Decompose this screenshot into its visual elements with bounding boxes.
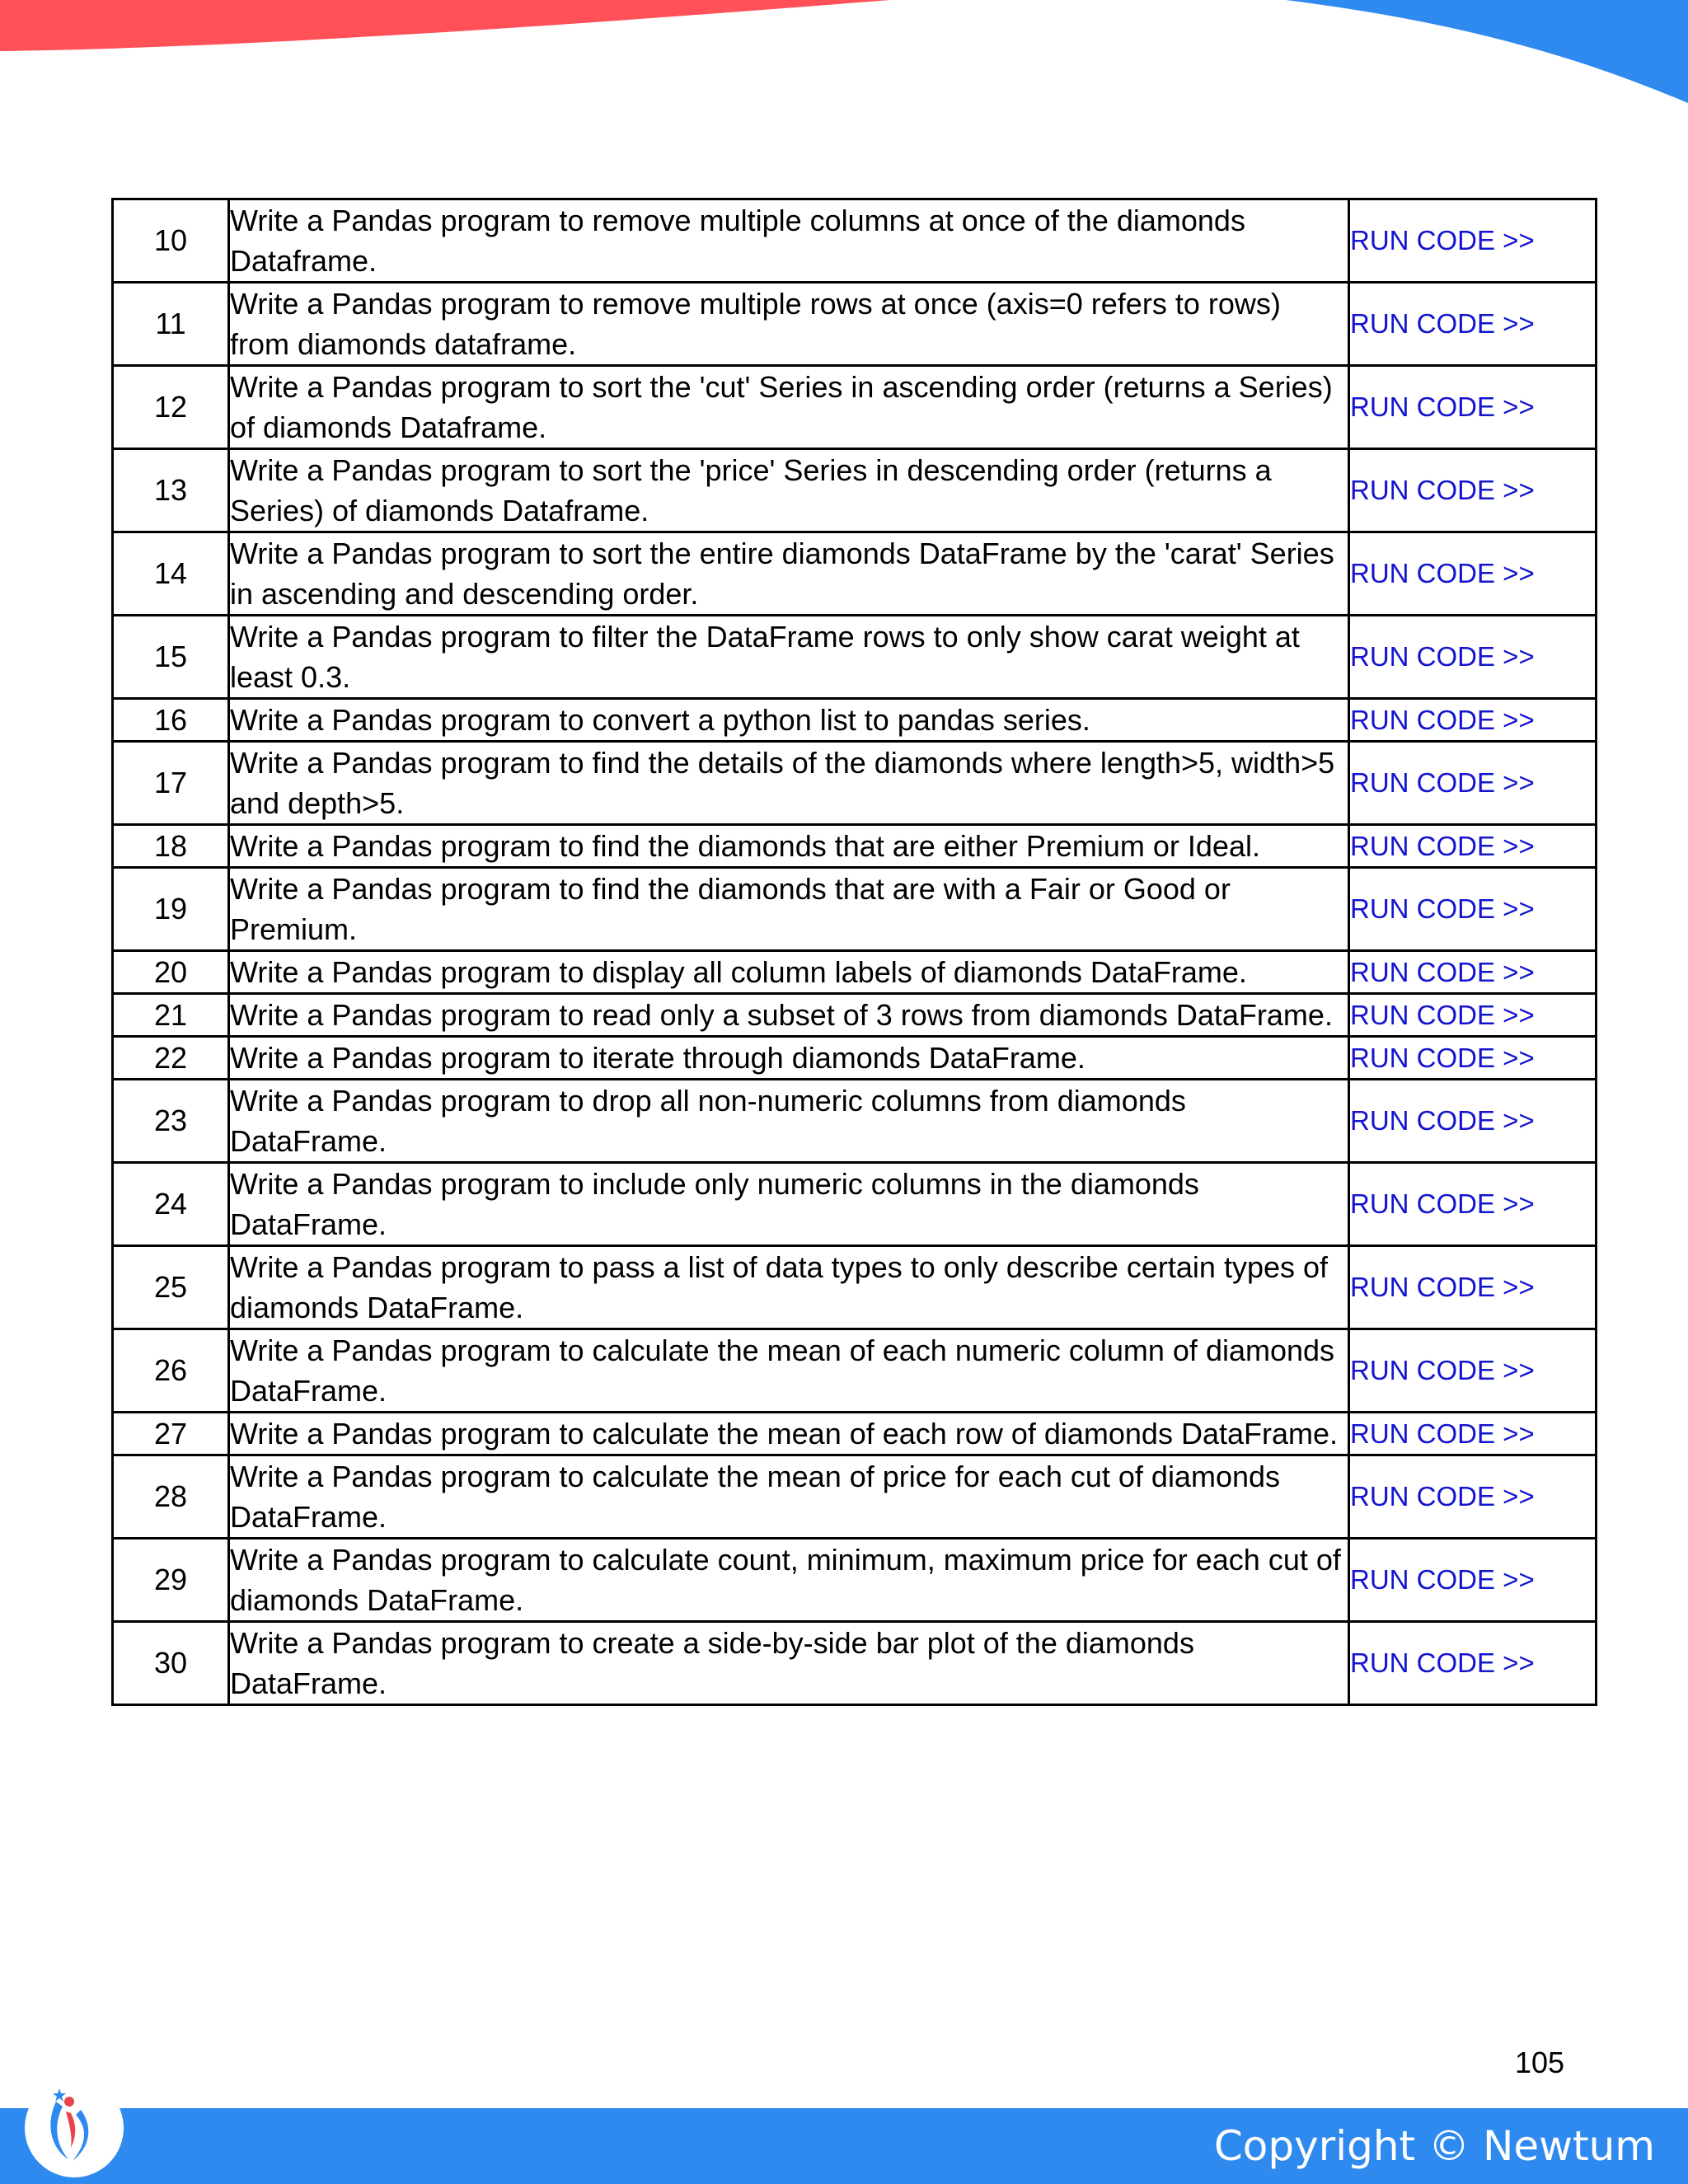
run-code-cell [1349,868,1597,951]
run-code-link[interactable]: RUN CODE >> [1350,1481,1535,1511]
row-number: 10 [113,199,229,283]
newtum-logo-icon [23,2077,126,2180]
table-row [113,951,1597,994]
exercise-description: Write a Pandas program to sort the 'price' Series in descending order (returns a Series) of diamonds Dataframe. [229,449,1349,532]
row-number: 19 [113,868,229,951]
run-code-cell [1349,283,1597,366]
row-number: 22 [113,1037,229,1080]
run-code-link[interactable]: RUN CODE >> [1350,1418,1535,1449]
exercise-description: Write a Pandas program to create a side-by-side bar plot of the diamonds DataFrame. [229,1622,1349,1705]
run-code-link[interactable]: RUN CODE >> [1350,1042,1535,1073]
exercise-description: Write a Pandas program to filter the DataFrame rows to only show carat weight at least 0.3. [229,616,1349,699]
table-row [113,994,1597,1037]
row-number: 12 [113,366,229,449]
run-code-cell [1349,1037,1597,1080]
run-code-link[interactable]: RUN CODE >> [1350,1564,1535,1595]
row-number: 11 [113,283,229,366]
table-row [113,449,1597,532]
table-row [113,825,1597,868]
run-code-cell [1349,1539,1597,1622]
run-code-cell [1349,366,1597,449]
row-number: 24 [113,1163,229,1246]
row-number: 14 [113,532,229,616]
table-row [113,1455,1597,1539]
header-wave-decoration [0,0,1688,115]
exercise-description: Write a Pandas program to calculate count, minimum, maximum price for each cut of diamonds DataFrame. [229,1539,1349,1622]
run-code-cell [1349,825,1597,868]
run-code-cell [1349,1080,1597,1163]
page-number: 105 [1515,2046,1565,2079]
exercise-description: Write a Pandas program to read only a subset of 3 rows from diamonds DataFrame. [229,994,1349,1037]
table-row [113,1329,1597,1413]
run-code-cell [1349,532,1597,616]
exercise-description: Write a Pandas program to drop all non-numeric columns from diamonds DataFrame. [229,1080,1349,1163]
table-row [113,1163,1597,1246]
exercise-table [111,198,1597,1706]
exercise-description: Write a Pandas program to iterate through diamonds DataFrame. [229,1037,1349,1080]
run-code-link[interactable]: RUN CODE >> [1350,704,1535,735]
run-code-link[interactable]: RUN CODE >> [1350,391,1535,422]
run-code-link[interactable]: RUN CODE >> [1350,1105,1535,1136]
exercise-description: Write a Pandas program to remove multiple columns at once of the diamonds Dataframe. [229,199,1349,283]
row-number: 20 [113,951,229,994]
table-row [113,283,1597,366]
run-code-cell [1349,1163,1597,1246]
run-code-link[interactable]: RUN CODE >> [1350,956,1535,987]
table-row [113,1413,1597,1455]
run-code-cell [1349,1329,1597,1413]
row-number: 29 [113,1539,229,1622]
copyright-text: Copyright © Newtum [1213,2122,1655,2170]
run-code-cell [1349,742,1597,825]
exercise-description: Write a Pandas program to calculate the mean of each numeric column of diamonds DataFrame. [229,1329,1349,1413]
row-number: 18 [113,825,229,868]
row-number: 25 [113,1246,229,1329]
table-row [113,616,1597,699]
table-row [113,1622,1597,1705]
exercise-description: Write a Pandas program to find the diamonds that are with a Fair or Good or Premium. [229,868,1349,951]
table-row [113,532,1597,616]
table-row [113,1037,1597,1080]
row-number: 23 [113,1080,229,1163]
run-code-link[interactable]: RUN CODE >> [1350,558,1535,588]
run-code-cell [1349,1622,1597,1705]
run-code-link[interactable]: RUN CODE >> [1350,1188,1535,1219]
run-code-link[interactable]: RUN CODE >> [1350,641,1535,672]
row-number: 15 [113,616,229,699]
row-number: 28 [113,1455,229,1539]
table-row [113,699,1597,742]
table-row [113,366,1597,449]
exercise-description: Write a Pandas program to find the diamonds that are either Premium or Ideal. [229,825,1349,868]
exercise-description: Write a Pandas program to remove multiple rows at once (axis=0 refers to rows) from diamonds dataframe. [229,283,1349,366]
table-row [113,1539,1597,1622]
run-code-link[interactable]: RUN CODE >> [1350,475,1535,505]
run-code-cell [1349,199,1597,283]
run-code-link[interactable]: RUN CODE >> [1350,1355,1535,1385]
exercise-description: Write a Pandas program to sort the entire diamonds DataFrame by the 'carat' Series in ascending and descending order. [229,532,1349,616]
row-number: 13 [113,449,229,532]
run-code-link[interactable]: RUN CODE >> [1350,999,1535,1030]
row-number: 21 [113,994,229,1037]
exercise-description: Write a Pandas program to include only numeric columns in the diamonds DataFrame. [229,1163,1349,1246]
run-code-cell [1349,699,1597,742]
row-number: 16 [113,699,229,742]
exercise-description: Write a Pandas program to display all column labels of diamonds DataFrame. [229,951,1349,994]
run-code-cell [1349,616,1597,699]
row-number: 26 [113,1329,229,1413]
exercise-description: Write a Pandas program to find the details of the diamonds where length>5, width>5 and depth>5. [229,742,1349,825]
run-code-link[interactable]: RUN CODE >> [1350,830,1535,861]
row-number: 30 [113,1622,229,1705]
table-row [113,868,1597,951]
run-code-link[interactable]: RUN CODE >> [1350,225,1535,255]
run-code-cell [1349,994,1597,1037]
row-number: 27 [113,1413,229,1455]
run-code-link[interactable]: RUN CODE >> [1350,767,1535,798]
run-code-link[interactable]: RUN CODE >> [1350,1647,1535,1678]
run-code-cell [1349,449,1597,532]
run-code-link[interactable]: RUN CODE >> [1350,308,1535,339]
table-row [113,742,1597,825]
table-row [113,1080,1597,1163]
run-code-cell [1349,1455,1597,1539]
run-code-link[interactable]: RUN CODE >> [1350,1272,1535,1302]
run-code-cell [1349,951,1597,994]
run-code-link[interactable]: RUN CODE >> [1350,893,1535,924]
run-code-cell [1349,1246,1597,1329]
run-code-cell [1349,1413,1597,1455]
exercise-description: Write a Pandas program to pass a list of data types to only describe certain types of diamonds DataFrame. [229,1246,1349,1329]
exercise-description: Write a Pandas program to convert a python list to pandas series. [229,699,1349,742]
exercise-description: Write a Pandas program to calculate the mean of each row of diamonds DataFrame. [229,1413,1349,1455]
table-row [113,199,1597,283]
exercise-description: Write a Pandas program to sort the 'cut' Series in ascending order (returns a Series) of diamonds Dataframe. [229,366,1349,449]
table-row [113,1246,1597,1329]
row-number: 17 [113,742,229,825]
exercise-description: Write a Pandas program to calculate the mean of price for each cut of diamonds DataFrame. [229,1455,1349,1539]
